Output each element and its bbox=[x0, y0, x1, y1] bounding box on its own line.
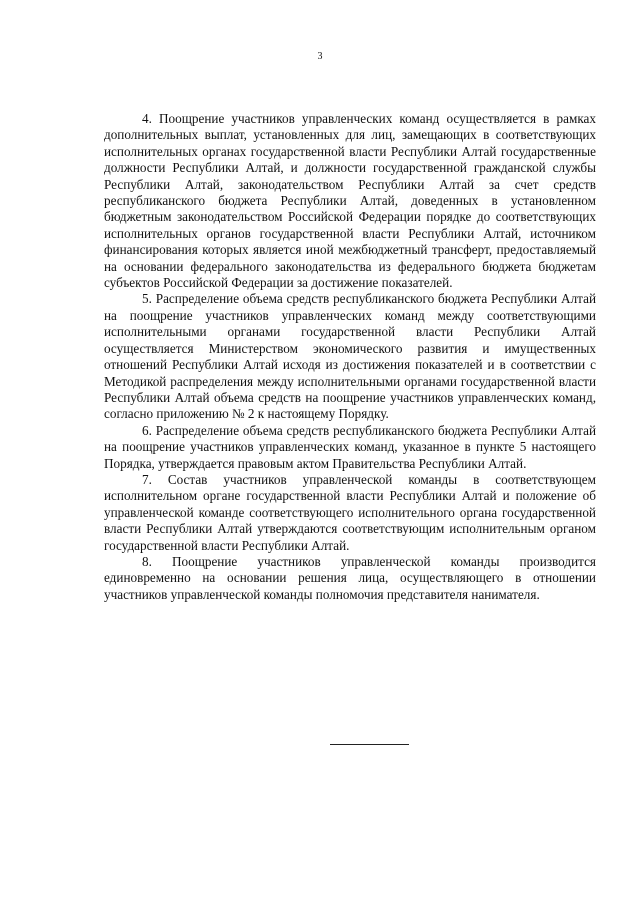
page-number: 3 bbox=[317, 51, 323, 62]
paragraph-6: 6. Распределение объема средств республиканского бюджета Республики Алтай на поощрение участников управленческих команд, указанное в пункте 5 настоящего Порядка, утверждается правовым актом Правительства Республики Алтай. bbox=[104, 422, 596, 471]
paragraph-8: 8. Поощрение участников управленческой команды производится единовременно на основании решения лица, осуществляющего в отношении участников управленческой команды полномочия представителя нанимателя. bbox=[104, 553, 596, 602]
end-of-document-rule bbox=[330, 744, 409, 745]
document-body bbox=[104, 111, 596, 603]
paragraph-4: 4. Поощрение участников управленческих команд осуществляется в рамках дополнительных выплат, установленных для лиц, замещающих в соответствующих исполнительных органах государственной власти Республики Алтай государственные должности Республики Алтай, и должности государственной гражданской службы Республики Алтай, законодательством Республики Алтай за счет средств республиканского бюджета Республики Алтай, доведенных в установленном бюджетным законодательством Российской Федерации порядке до соответствующих исполнительных органов государственной власти Республики Алтай, источником финансирования которых является иной межбюджетный трансферт, предоставляемый на основании федерального законодательства из федерального бюджета бюджетам субъектов Российской Федерации за достижение показателей. bbox=[104, 111, 596, 291]
paragraph-5: 5. Распределение объема средств республиканского бюджета Республики Алтай на поощрение участников управленческих команд между соответствующими исполнительными органами государственной власти Республики Алтай осуществляется Министерством экономического развития и имущественных отношений Республики Алтай исходя из достижения показателей и в соответствии с Методикой распределения между исполнительными органами государственной власти Республики Алтай объема средств на поощрение участников управленческих команд, согласно приложению № 2 к настоящему Порядку. bbox=[104, 291, 596, 422]
paragraph-7: 7. Состав участников управленческой команды в соответствующем исполнительном органе государственной власти Республики Алтай и положение об управленческой команде соответствующего исполнительного органа государственной власти Республики Алтай утверждаются соответствующим исполнительным органом государственной власти Республики Алтай. bbox=[104, 471, 596, 553]
